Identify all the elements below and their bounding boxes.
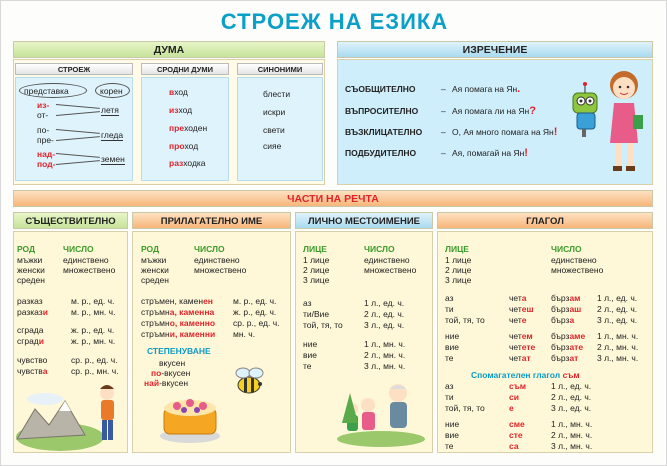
verb-grammar: 2 л., мн. ч.: [597, 342, 639, 352]
lice-item: 3 лице: [303, 275, 330, 285]
chislo-item: единствено: [63, 255, 109, 265]
lice-item: 1 лице: [303, 255, 330, 265]
pronoun: вие: [303, 350, 317, 360]
lice-label: ЛИЦЕ: [303, 244, 327, 254]
aux-person: аз: [445, 381, 454, 391]
chasti-header: ЧАСТИ НА РЕЧТА: [13, 190, 653, 207]
noun-grammar: м. р., ед. ч.: [71, 296, 115, 306]
aux-person: ние: [445, 419, 460, 429]
adj-grammar: м. р., ед. ч.: [233, 296, 277, 306]
verb-form: четем: [509, 331, 533, 341]
aux-form: е: [509, 403, 514, 413]
aux-person: те: [445, 441, 454, 451]
cake-icon: [157, 386, 223, 446]
prilagatelno-header: ПРИЛАГАТЕЛНО ИМЕ: [132, 212, 291, 229]
pronoun: ние: [303, 339, 318, 349]
pronoun: аз: [303, 298, 312, 308]
dash: –: [441, 84, 446, 94]
srodni-label: СРОДНИ ДУМИ: [141, 63, 229, 75]
verb-form: бързаме: [551, 331, 586, 341]
chislo-label: ЧИСЛО: [194, 244, 225, 254]
sentence-example: Ая помага на Ян.: [452, 83, 521, 95]
aux-grammar: 2 л., ед. ч.: [551, 392, 592, 402]
aux-form: сте: [509, 430, 523, 440]
noun-grammar: ср. р., ед. ч.: [71, 355, 118, 365]
pronoun: ти/Вие: [303, 309, 330, 319]
adj-grammar: ж. р., ед. ч.: [233, 307, 277, 317]
noun-example: чувство: [17, 355, 48, 365]
lice-label: ЛИЦЕ: [445, 244, 469, 254]
pronoun-grammar: 3 л., ед. ч.: [364, 320, 405, 330]
verb-person: вие: [445, 342, 459, 352]
lice-item: 2 лице: [303, 265, 330, 275]
chislo-item: единствено: [364, 255, 410, 265]
chislo-item: множествено: [364, 265, 417, 275]
verb-form: бързаш: [551, 304, 582, 314]
noun-grammar: м. р., мн. ч.: [71, 307, 116, 317]
adj-grammar: ср. р., ед. ч.: [233, 318, 280, 328]
verb-form: четат: [509, 353, 531, 363]
sentence-example: Ая помага ли на Ян?: [452, 105, 536, 117]
predstavka-label: представка: [24, 86, 69, 96]
rod-item: среден: [141, 275, 169, 285]
chislo-label: ЧИСЛО: [63, 244, 94, 254]
adj-example: стръмни, каменни: [141, 329, 216, 339]
verb-form: бързам: [551, 293, 581, 303]
verb-person: те: [445, 353, 454, 363]
aux-form: съм: [509, 381, 527, 391]
chislo-item: множествено: [551, 265, 604, 275]
pronoun-grammar: 2 л., ед. ч.: [364, 309, 405, 319]
boy-landscape-illustration: [15, 379, 125, 451]
sinonim: сияе: [263, 141, 282, 151]
girl-robot-illustration: [569, 63, 649, 181]
srodna-duma: изход: [169, 105, 193, 115]
izrechenie-header: ИЗРЕЧЕНИЕ: [337, 41, 653, 58]
aux-grammar: 2 л., мн. ч.: [551, 430, 593, 440]
aux-person: ти: [445, 392, 454, 402]
sentence-example: Ая, помагай на Ян!: [452, 147, 528, 159]
noun-example: разкази: [17, 307, 48, 317]
root-word: земен: [101, 154, 125, 164]
chislo-item: единствено: [194, 255, 240, 265]
sinonim: искри: [263, 107, 286, 117]
root-word: гледа: [101, 130, 124, 140]
verb-person: той, тя, то: [445, 315, 485, 325]
verb-grammar: 3 л., мн. ч.: [597, 353, 639, 363]
dash: –: [441, 106, 446, 116]
noun-example: сгради: [17, 336, 44, 346]
prefix: от-: [37, 110, 49, 120]
rod-label: РОД: [141, 244, 160, 254]
prefix: пре-: [37, 135, 54, 145]
dash: –: [441, 127, 446, 137]
aux-grammar: 1 л., мн. ч.: [551, 419, 593, 429]
verb-grammar: 1 л., мн. ч.: [597, 331, 639, 341]
noun-example: разказ: [17, 296, 43, 306]
aux-form: са: [509, 441, 519, 451]
rod-item: женски: [141, 265, 169, 275]
spomagatelen-label: Спомагателен глагол съм: [471, 370, 580, 380]
koren-label: корен: [100, 86, 123, 96]
verb-form: четете: [509, 342, 536, 352]
sinonim: блести: [263, 89, 291, 99]
pronoun: те: [303, 361, 312, 371]
verb-grammar: 3 л., ед. ч.: [597, 315, 638, 325]
verb-form: бързате: [551, 342, 584, 352]
stepenuvane-label: СТЕПЕНУВАНЕ: [147, 346, 211, 356]
verb-person: аз: [445, 293, 454, 303]
prefix: по-: [37, 125, 50, 135]
page-title: СТРОЕЖ НА ЕЗИКА: [220, 9, 449, 34]
lice-item: 3 лице: [445, 275, 472, 285]
stroezh-label: СТРОЕЖ: [15, 63, 133, 75]
verb-form: бързат: [551, 353, 579, 363]
chislo-label: ЧИСЛО: [364, 244, 395, 254]
adj-grammar: мн. ч.: [233, 329, 256, 339]
girl-icon: [610, 71, 643, 171]
srodna-duma: преходен: [169, 123, 208, 133]
verb-form: чете: [509, 315, 527, 325]
prefix: из-: [37, 100, 50, 110]
rod-label: РОД: [17, 244, 36, 254]
rod-item: мъжки: [17, 255, 43, 265]
srodna-duma: разходка: [169, 158, 206, 168]
pronoun-grammar: 2 л., мн. ч.: [364, 350, 406, 360]
aux-person: вие: [445, 430, 459, 440]
sinonimi-label: СИНОНИМИ: [237, 63, 323, 75]
sashtestvitelno-header: СЪЩЕСТВИТЕЛНО: [13, 212, 128, 229]
sentence-type: ВЪПРОСИТЕЛНО: [345, 106, 419, 116]
step-item: по-вкусен: [151, 368, 191, 378]
rod-item: женски: [17, 265, 45, 275]
adj-example: стръмен, каменен: [141, 296, 213, 306]
glagol-header: ГЛАГОЛ: [437, 212, 653, 229]
aux-grammar: 1 л., ед. ч.: [551, 381, 592, 391]
dash: –: [441, 148, 446, 158]
boy-icon: [100, 385, 114, 440]
sentence-type: ПОДБУДИТЕЛНО: [345, 148, 417, 158]
sentence-example: О, Ая много помага на Ян!: [452, 126, 558, 138]
sinonim: свети: [263, 125, 285, 135]
robot-icon: [573, 82, 597, 137]
verb-grammar: 1 л., ед. ч.: [597, 293, 638, 303]
root-word: летя: [101, 105, 119, 115]
sentence-type: ВЪЗКЛИЦАТЕЛНО: [345, 127, 423, 137]
verb-form: четеш: [509, 304, 534, 314]
mestoimenie-header: ЛИЧНО МЕСТОИМЕНИЕ: [295, 212, 433, 229]
verb-grammar: 2 л., ед. ч.: [597, 304, 638, 314]
noun-grammar: ж. р., мн. ч.: [71, 336, 116, 346]
verb-form: бърза: [551, 315, 575, 325]
aux-form: сме: [509, 419, 525, 429]
bee-icon: [229, 361, 269, 401]
chislo-label: ЧИСЛО: [551, 244, 582, 254]
noun-grammar: ср. р., мн. ч.: [71, 366, 119, 376]
prefix: над-: [37, 149, 56, 159]
adj-example: стръмна, каменна: [141, 307, 215, 317]
aux-grammar: 3 л., ед. ч.: [551, 403, 592, 413]
lice-item: 2 лице: [445, 265, 472, 275]
srodna-duma: вход: [169, 87, 188, 97]
step-item: вкусен: [159, 358, 186, 368]
aux-grammar: 3 л., мн. ч.: [551, 441, 593, 451]
chislo-item: множествено: [63, 265, 116, 275]
chislo-item: множествено: [194, 265, 247, 275]
noun-example: сграда: [17, 325, 44, 335]
pronoun-grammar: 1 л., ед. ч.: [364, 298, 405, 308]
rod-item: мъжки: [141, 255, 167, 265]
pronoun: той, тя, то: [303, 320, 343, 330]
aux-form: си: [509, 392, 519, 402]
step-item: най-вкусен: [144, 378, 189, 388]
verb-person: ние: [445, 331, 460, 341]
adj-example: стръмно, каменно: [141, 318, 216, 328]
aux-person: той, тя, то: [445, 403, 485, 413]
rod-item: среден: [17, 275, 45, 285]
noun-grammar: ж. р., ед. ч.: [71, 325, 115, 335]
grandpa-children-illustration: [336, 373, 426, 447]
pronoun-grammar: 1 л., мн. ч.: [364, 339, 406, 349]
sentence-type: СЪОБЩИТЕЛНО: [345, 84, 416, 94]
verb-form: чета: [509, 293, 527, 303]
duma-header: ДУМА: [13, 41, 325, 58]
srodna-duma: проход: [169, 141, 199, 151]
lice-item: 1 лице: [445, 255, 472, 265]
chislo-item: единствено: [551, 255, 597, 265]
verb-person: ти: [445, 304, 454, 314]
pronoun-grammar: 3 л., мн. ч.: [364, 361, 406, 371]
prefix: под-: [37, 159, 56, 169]
noun-example: чувства: [17, 366, 48, 376]
